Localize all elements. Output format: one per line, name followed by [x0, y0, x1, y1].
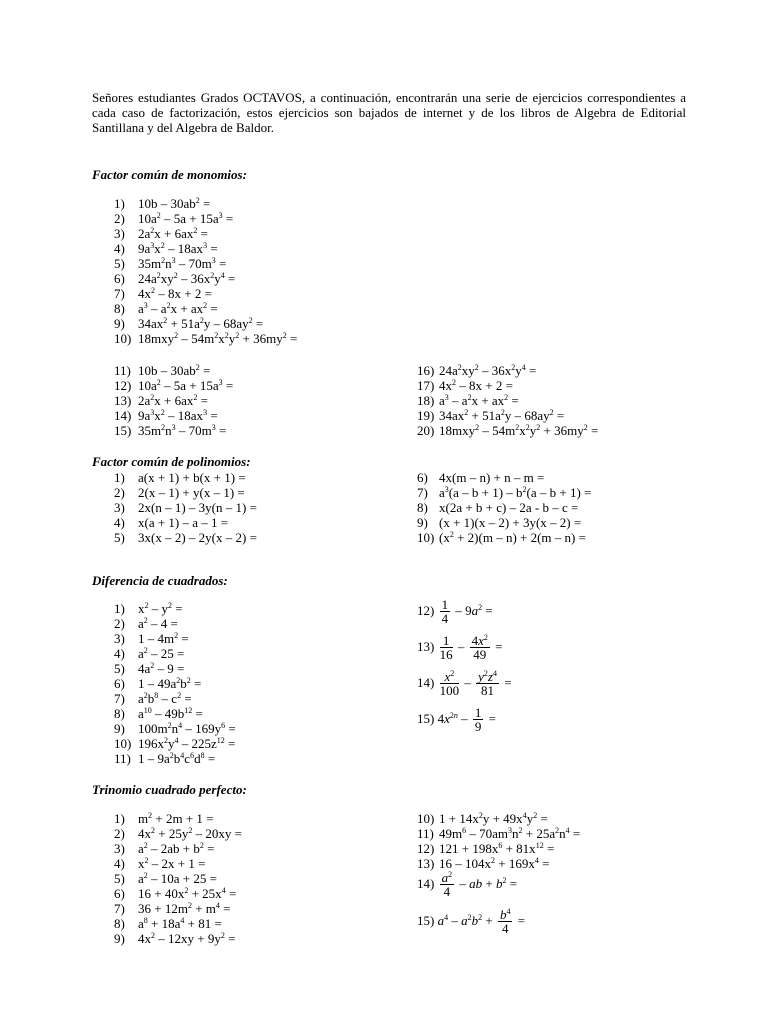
- heading-polinomios: Factor común de polinomios:: [92, 454, 251, 469]
- exercise-item: [114, 226, 297, 241]
- expression-rest: – ab + $b^2$ =: [459, 875, 518, 891]
- trinomio-item-15: [417, 908, 525, 936]
- exercise-item: [114, 301, 297, 316]
- fraction-denominator: 100: [439, 683, 460, 698]
- minus-sign: –: [457, 638, 465, 654]
- exercise-item: [114, 721, 236, 736]
- exercise-item: [417, 470, 591, 485]
- item-number: 8): [114, 706, 125, 721]
- item-expression: $18mxy^2 - 54m^2x^2y^2 + 36my^2$ =: [138, 331, 298, 346]
- item-number: 13): [417, 856, 435, 871]
- item-expression: $a^2 - 4$ =: [138, 616, 178, 631]
- item-number: 14): [417, 875, 435, 891]
- equals-sign: =: [517, 912, 526, 928]
- item-expression: $36 + 12m^2 + m^4$ =: [138, 901, 231, 916]
- item-expression: $121 + 198x^6 + 81x^{12}$ =: [439, 841, 555, 856]
- exercise-item: [417, 500, 591, 515]
- item-number: 11): [114, 363, 131, 378]
- item-expression: $196x^2y^4 - 225z^{12}$ =: [138, 736, 236, 751]
- item-expression: $a^8 + 18a^4 + 81$ =: [138, 916, 222, 931]
- item-expression: $a^2 - 25$ =: [138, 646, 185, 661]
- item-number: 10): [114, 736, 132, 751]
- item-number: 20): [417, 423, 435, 438]
- fraction-denominator: 4: [501, 921, 509, 936]
- item-number: 7): [114, 691, 125, 706]
- item-expression: $9a^3x^2 - 18ax^3$ =: [138, 408, 218, 423]
- item-expression: $4a^2 - 9$ =: [138, 661, 185, 676]
- equals-sign: =: [504, 674, 512, 690]
- heading-cuadrados: Diferencia de cuadrados:: [92, 573, 228, 588]
- item-number: 5): [114, 661, 125, 676]
- exercise-item: [114, 363, 233, 378]
- item-number: 9): [114, 316, 125, 331]
- fraction-denominator: 4: [443, 884, 451, 899]
- minus-sign: –: [464, 674, 471, 690]
- item-number: 1): [114, 601, 125, 616]
- exercise-item: [114, 331, 297, 346]
- exercise-item: [114, 515, 257, 530]
- item-number: 2): [114, 616, 125, 631]
- fraction-numerator: $b^4$: [499, 907, 511, 922]
- item-number: 9): [417, 515, 428, 530]
- item-number: 12): [417, 841, 435, 856]
- cuadrados-item-12: [417, 598, 493, 626]
- item-number: 12): [114, 378, 132, 393]
- cuadrados-item-14: [417, 670, 512, 698]
- fraction-denominator: 9: [474, 719, 482, 734]
- exercise-item: [114, 661, 236, 676]
- exercise-item: [417, 811, 580, 826]
- exercise-item: [114, 886, 242, 901]
- item-number: 4): [114, 856, 125, 871]
- item-expression: $a^3 - a^2x + ax^2$ =: [138, 301, 218, 316]
- fraction-numerator: $y^2z^4$: [478, 669, 497, 684]
- exercise-item: [114, 871, 242, 886]
- exercise-item: [114, 646, 236, 661]
- item-expression: $4x^2 + 25y^2 - 20xy$ =: [138, 826, 242, 841]
- item-number: 14): [417, 674, 435, 690]
- item-expression: $a^3 - a^2x + ax^2$ =: [439, 393, 519, 408]
- exercise-item: [114, 856, 242, 871]
- item-expression: $2a^2x + 6ax^2$ =: [138, 226, 208, 241]
- fraction-denominator: 49: [473, 647, 487, 662]
- exercise-item: [114, 530, 257, 545]
- exercise-item: [417, 423, 598, 438]
- item-expression: $1 - 4m^2$ =: [138, 631, 189, 646]
- item-number: 11): [114, 751, 131, 766]
- item-number: 9): [114, 931, 125, 946]
- fraction-denominator: 81: [481, 683, 495, 698]
- exercise-item: [417, 393, 598, 408]
- fraction-numerator: 1: [474, 705, 482, 720]
- item-number: 2): [114, 211, 125, 226]
- item-number: 9): [114, 721, 125, 736]
- item-expression: $x^2 - 2x + 1$ =: [138, 856, 206, 871]
- equals-sign: =: [495, 638, 503, 654]
- item-number: 13): [114, 393, 132, 408]
- exercise-item: [417, 378, 598, 393]
- exercise-item: [417, 530, 591, 545]
- cuadrados-item-13: [417, 634, 502, 662]
- list-cuadrados-1-11: [114, 601, 236, 766]
- item-number: 15): [417, 912, 435, 928]
- item-number: 4): [114, 515, 125, 530]
- list-monomios-16-20: [417, 363, 598, 438]
- exercise-item: [114, 241, 297, 256]
- exercise-item: [417, 826, 580, 841]
- exercise-item: [114, 616, 236, 631]
- item-expression: $a^2 - 2ab + b^2$ =: [138, 841, 215, 856]
- item-number: 6): [417, 470, 428, 485]
- item-expression: $a^{10} - 49b^{12}$ =: [138, 706, 203, 721]
- exercise-item: [114, 916, 242, 931]
- cuadrados-item-15: [417, 706, 496, 734]
- item-number: 8): [417, 500, 428, 515]
- item-expression: $2a^2x + 6ax^2$ =: [138, 393, 208, 408]
- item-number: 3): [114, 226, 125, 241]
- exercise-item: [114, 691, 236, 706]
- item-expression: $a^2 - 10a + 25$ =: [138, 871, 217, 886]
- exercise-item: [114, 931, 242, 946]
- exercise-item: [417, 856, 580, 871]
- exercise-item: [114, 393, 233, 408]
- item-number: 5): [114, 871, 125, 886]
- item-number: 3): [114, 841, 125, 856]
- exercise-item: [114, 470, 257, 485]
- item-expression: $4x^2 - 12xy + 9y^2$ =: [138, 931, 236, 946]
- exercise-item: [114, 706, 236, 721]
- item-number: 12): [417, 602, 435, 618]
- item-number: 19): [417, 408, 435, 423]
- item-number: 8): [114, 301, 125, 316]
- item-number: 8): [114, 916, 125, 931]
- item-expression: $35m^2n^3 - 70m^3$ =: [138, 256, 227, 271]
- list-trinomio-1-9: [114, 811, 242, 946]
- item-expression: $24a^2xy^2 - 36x^2y^4$ =: [138, 271, 236, 286]
- item-expression: $34ax^2 + 51a^2y - 68ay^2$ =: [138, 316, 264, 331]
- exercise-item: [417, 515, 591, 530]
- fraction-numerator: 1: [440, 634, 453, 648]
- exercise-item: [114, 631, 236, 646]
- expression-lead: $4x^{2n}$ –: [437, 710, 468, 726]
- exercise-item: [114, 378, 233, 393]
- fraction-denominator: 16: [439, 647, 453, 662]
- item-number: 6): [114, 271, 125, 286]
- item-expression: $100m^2n^4 - 169y^6$ =: [138, 721, 236, 736]
- item-number: 7): [417, 485, 428, 500]
- exercise-item: [114, 196, 297, 211]
- item-expression: a(x + 1) + b(x + 1) =: [138, 470, 246, 485]
- fraction-numerator: $a^2$: [441, 870, 453, 885]
- fraction-denominator: 4: [441, 611, 449, 626]
- item-expression: 2(x – 1) + y(x – 1) =: [138, 485, 245, 500]
- item-number: 3): [114, 631, 125, 646]
- exercise-item: [114, 676, 236, 691]
- exercise-item: [114, 841, 242, 856]
- exercise-item: [114, 811, 242, 826]
- item-expression: $a^2b^8 - c^2$ =: [138, 691, 192, 706]
- exercise-item: [114, 485, 257, 500]
- item-expression: $10a^2 - 5a + 15a^3$ =: [138, 378, 234, 393]
- item-expression: $9a^3x^2 - 18ax^3$ =: [138, 241, 218, 256]
- exercise-item: [114, 736, 236, 751]
- expression-rest: – $9a^2$ =: [455, 602, 493, 618]
- exercise-item: [114, 408, 233, 423]
- item-expression: $1 + 14x^2y + 49x^4y^2$ =: [439, 811, 548, 826]
- item-expression: $1 - 49a^2b^2$ =: [138, 676, 202, 691]
- exercise-item: [114, 751, 236, 766]
- item-number: 1): [114, 196, 125, 211]
- exercise-item: [114, 316, 297, 331]
- item-expression: $34ax^2 + 51a^2y - 68ay^2$ =: [439, 408, 565, 423]
- item-expression: $4x^2 - 8x + 2$ =: [439, 378, 513, 393]
- item-number: 1): [114, 470, 125, 485]
- item-expression: $24a^2xy^2 - 36x^2y^4$ =: [439, 363, 537, 378]
- list-polinomios-6-10: [417, 470, 591, 545]
- item-expression: $10a^2 - 5a + 15a^3$ =: [138, 211, 234, 226]
- item-number: 15): [417, 710, 435, 726]
- item-number: 17): [417, 378, 435, 393]
- item-number: 5): [114, 530, 125, 545]
- item-number: 2): [114, 826, 125, 841]
- list-monomios-11-15: [114, 363, 233, 438]
- item-number: 4): [114, 646, 125, 661]
- item-number: 10): [417, 530, 435, 545]
- item-expression: $10b - 30ab^2$ =: [138, 196, 211, 211]
- exercise-item: [417, 408, 598, 423]
- item-number: 18): [417, 393, 435, 408]
- item-expression: $49m^6 - 70am^3n^2 + 25a^2n^4$ =: [439, 826, 581, 841]
- list-polinomios-1-5: [114, 470, 257, 545]
- item-expression: $x^2 - y^2$ =: [138, 601, 183, 616]
- item-number: 11): [417, 826, 434, 841]
- item-number: 3): [114, 500, 125, 515]
- item-number: 15): [114, 423, 132, 438]
- fraction-numerator: $4x^2$: [471, 633, 488, 648]
- list-trinomio-10-13: [417, 811, 580, 871]
- item-number: 7): [114, 901, 125, 916]
- exercise-item: [114, 500, 257, 515]
- item-expression: $m^2 + 2m + 1$ =: [138, 811, 214, 826]
- item-number: 10): [114, 331, 132, 346]
- list-monomios-1-10: [114, 196, 297, 346]
- item-number: 13): [417, 638, 435, 654]
- item-expression: $1 - 9a^2b^4c^6d^8$ =: [138, 751, 216, 766]
- expression-lead: $a^4 - a^2b^2$ +: [437, 912, 493, 928]
- item-expression: x(a + 1) – a – 1 =: [138, 515, 229, 530]
- item-number: 14): [114, 408, 132, 423]
- exercise-item: [114, 271, 297, 286]
- item-expression: 2x(n – 1) – 3y(n – 1) =: [138, 500, 257, 515]
- item-expression: 4x(m – n) + n – m =: [439, 470, 545, 485]
- item-expression: $18mxy^2 - 54m^2x^2y^2 + 36my^2$ =: [439, 423, 599, 438]
- item-number: 6): [114, 886, 125, 901]
- exercise-item: [114, 601, 236, 616]
- exercise-item: [114, 286, 297, 301]
- item-number: 2): [114, 485, 125, 500]
- item-expression: $35m^2n^3 - 70m^3$ =: [138, 423, 227, 438]
- exercise-item: [417, 363, 598, 378]
- trinomio-item-14: [417, 871, 517, 899]
- item-expression: $a^3(a - b + 1) - b^2(a - b + 1)$ =: [439, 485, 592, 500]
- equals-sign: =: [488, 710, 496, 726]
- heading-monomios: Factor común de monomios:: [92, 167, 247, 182]
- exercise-item: [114, 211, 297, 226]
- fraction-numerator: 1: [441, 597, 449, 612]
- item-number: 1): [114, 811, 125, 826]
- fraction-numerator: $x^2$: [440, 670, 460, 684]
- item-number: 6): [114, 676, 125, 691]
- item-expression: $4x^2 - 8x + 2$ =: [138, 286, 212, 301]
- item-expression: $10b - 30ab^2$ =: [138, 363, 211, 378]
- item-number: 7): [114, 286, 125, 301]
- item-expression: $16 + 40x^2 + 25x^4$ =: [138, 886, 237, 901]
- heading-trinomio: Trinomio cuadrado perfecto:: [92, 782, 247, 797]
- item-expression: $16 - 104x^2 + 169x^4$ =: [439, 856, 550, 871]
- item-expression: $(x^2 + 2)(m - n) + 2(m - n)$ =: [439, 530, 586, 545]
- item-expression: (x + 1)(x – 2) + 3y(x – 2) =: [439, 515, 582, 530]
- item-number: 4): [114, 241, 125, 256]
- item-expression: 3x(x – 2) – 2y(x – 2) =: [138, 530, 257, 545]
- exercise-item: [114, 901, 242, 916]
- exercise-item: [417, 485, 591, 500]
- exercise-item: [114, 826, 242, 841]
- item-number: 10): [417, 811, 435, 826]
- intro-paragraph: Señores estudiantes Grados OCTAVOS, a continuación, encontrarán una serie de ejercicios correspondientes a cada caso de factorización, estos ejercicios son bajados de internet y de los libros de Algebra de Editorial Santillana y del Algebra de Baldor.: [92, 90, 686, 135]
- item-number: 16): [417, 363, 435, 378]
- item-number: 5): [114, 256, 125, 271]
- exercise-item: [114, 423, 233, 438]
- exercise-item: [114, 256, 297, 271]
- item-expression: x(2a + b + c) – 2a - b – c =: [439, 500, 579, 515]
- exercise-item: [417, 841, 580, 856]
